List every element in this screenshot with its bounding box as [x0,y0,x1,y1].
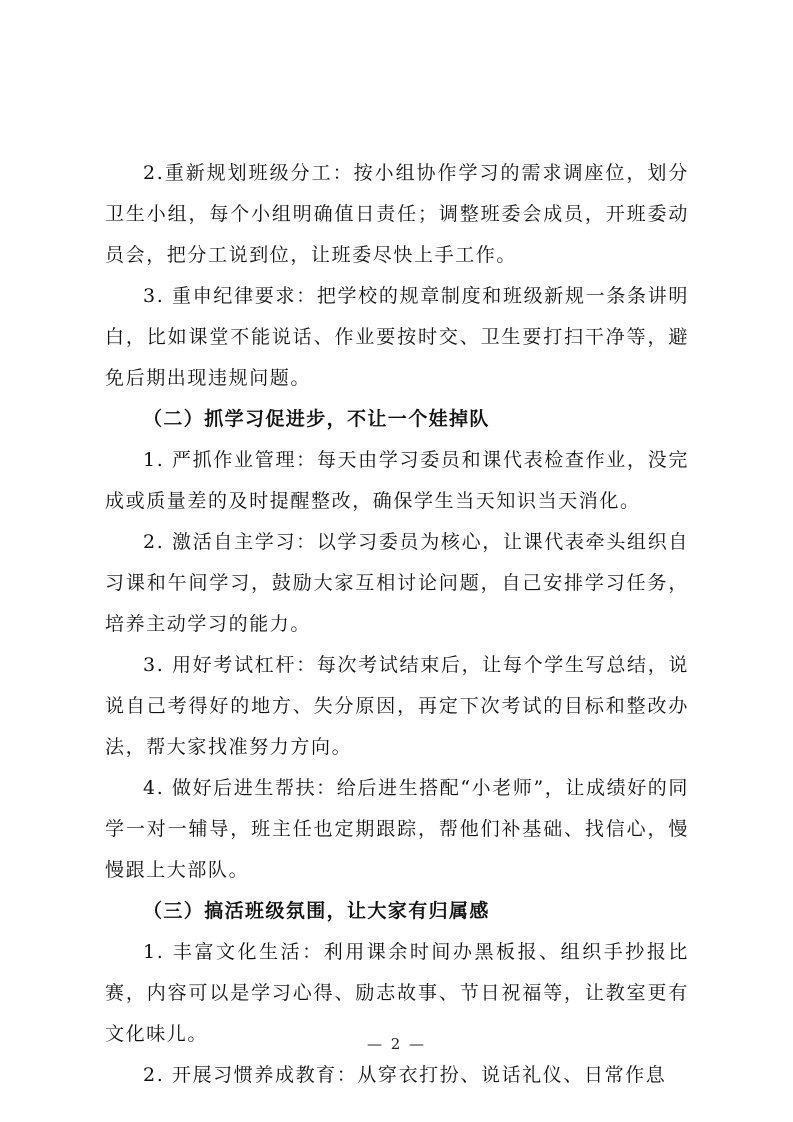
section-heading-atmosphere: （三）搞活班级氛围，让大家有归属感 [143,900,490,922]
paragraph-student-support: 4. 做好后进生帮扶：给后进生搭配“小老师”，让成绩好的同学一对一辅导，班主任也定期跟踪，帮他们补基础、找信心，慢慢跟上大部队。 [105,777,689,881]
paragraph-homework-management: 1. 严抓作业管理：每天由学习委员和课代表检查作业，没完成或质量差的及时提醒整改，确保学生当天知识当天消化。 [105,449,689,512]
paragraph-exam-leverage: 3. 用好考试杠杆：每次考试结束后，让每个学生写总结，说说自己考得好的地方、失分原因，再定下次考试的目标和整改办法，帮大家找准努力方向。 [105,654,689,758]
paragraph-self-study: 2. 激活自主学习：以学习委员为核心，让课代表牵头组织自习课和午间学习，鼓励大家互相讨论问题，自己安排学习任务，培养主动学习的能力。 [105,531,689,635]
paragraph-cultural-life: 1. 丰富文化生活：利用课余时间办黑板报、组织手抄报比赛，内容可以是学习心得、励志故事、节日祝福等，让教室更有文化味儿。 [105,941,689,1045]
paragraph-discipline-requirements: 3. 重申纪律要求：把学校的规章制度和班级新规一条条讲明白，比如课堂不能说话、作业要按时交、卫生要打扫干净等，避免后期出现违规问题。 [105,285,689,389]
paragraph-habit-education: 2. 开展习惯养成教育：从穿衣打扮、说话礼仪、日常作息 [143,1064,667,1086]
section-heading-study: （二）抓学习促进步，不让一个娃掉队 [143,408,490,430]
document-body [105,153,689,1096]
paragraph-class-division: 2.重新规划班级分工：按小组协作学习的需求调座位，划分卫生小组，每个小组明确值日责任；调整班委会成员，开班委动员会，把分工说到位，让班委尽快上手工作。 [105,162,689,266]
page-number: — 2 — [366,1035,427,1053]
